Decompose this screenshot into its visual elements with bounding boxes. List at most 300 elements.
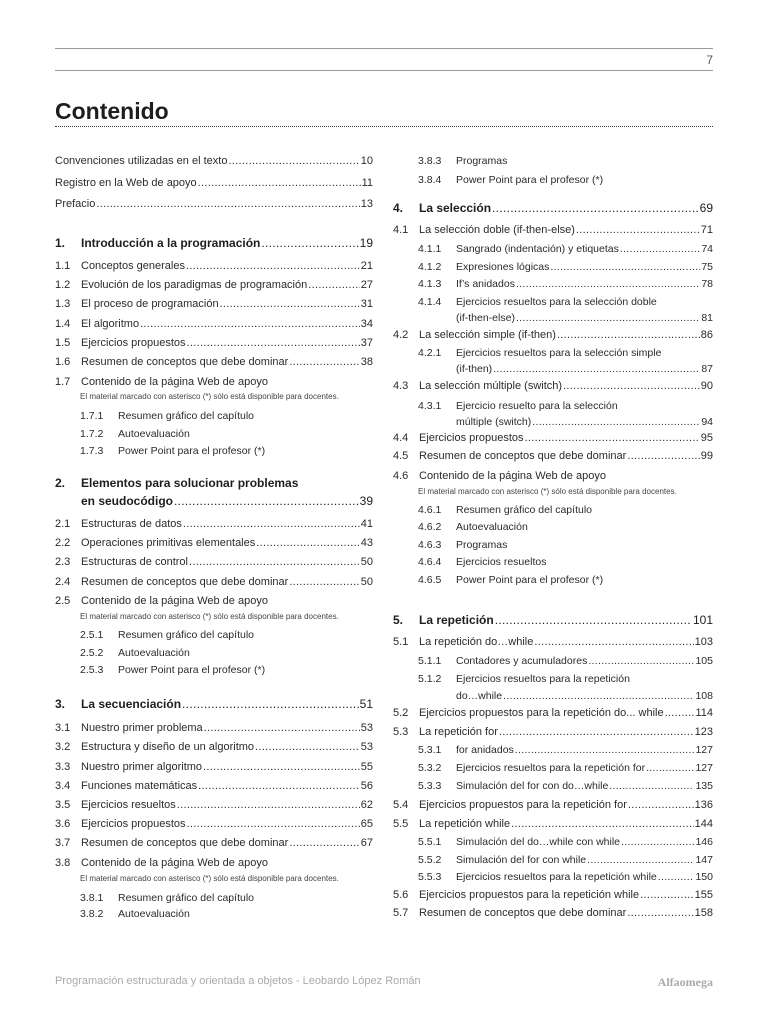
toc-entry-number: 4.6.5 — [418, 574, 442, 586]
toc-entry-right-26 — [418, 655, 713, 667]
toc-entry-right-23 — [418, 574, 713, 586]
toc-entry-page: 55 — [360, 761, 373, 773]
toc-entry-number: 2.5.1 — [80, 629, 104, 641]
toc-entry-title: Nuestro primer problema — [81, 722, 203, 734]
toc-entry-right-3 — [393, 224, 713, 237]
toc-entry-number: 4.3 — [393, 380, 409, 392]
toc-entry-page: 136 — [694, 799, 713, 811]
toc-entry-title: Ejercicios resueltos para la repetición for — [456, 762, 646, 774]
toc-entry-right-0 — [418, 155, 713, 167]
toc-entry-right-25 — [393, 636, 713, 649]
toc-entry-page: 38 — [360, 356, 373, 368]
toc-entry-page: 127 — [695, 762, 713, 774]
dot-leader — [609, 780, 694, 792]
toc-entry-left-2 — [55, 198, 373, 211]
dot-leader — [503, 690, 694, 702]
toc-entry-title: Programas — [456, 539, 508, 551]
toc-entry-title: Ejercicios resueltos — [81, 799, 176, 811]
toc-entry-right-18 — [418, 487, 713, 497]
toc-entry-title: Prefacio — [55, 198, 96, 210]
toc-entry-left-24 — [80, 647, 373, 659]
toc-entry-left-25 — [80, 664, 373, 676]
dot-leader — [183, 518, 360, 530]
toc-entry-number: 5.5.3 — [418, 871, 442, 883]
toc-entry-number: 5.6 — [393, 889, 409, 901]
dot-leader — [182, 697, 359, 711]
toc-entry-page: 150 — [695, 871, 713, 883]
toc-entry-right-35 — [393, 818, 713, 831]
toc-entry-title: Resumen gráfico del capítulo — [118, 892, 254, 904]
toc-entry-number: 2.3 — [55, 556, 71, 568]
toc-entry-left-30 — [55, 780, 373, 793]
toc-entry-title: Ejercicios propuestos para la repetición for — [419, 799, 627, 811]
toc-entry-number: 1.3 — [55, 298, 71, 310]
toc-entry-left-20 — [55, 576, 373, 589]
dot-leader — [550, 261, 700, 273]
dot-leader — [515, 744, 695, 756]
toc-entry-title: Ejercicios resueltos para la selección simple — [456, 347, 662, 359]
toc-entry-page: 81 — [701, 312, 713, 324]
toc-entry-left-18 — [55, 537, 373, 550]
toc-entry-right-31 — [418, 744, 713, 756]
toc-entry-page: 99 — [700, 450, 713, 462]
toc-entry-number: 1.6 — [55, 356, 71, 368]
header-rule-top — [55, 48, 713, 49]
toc-entry-number: 4. — [393, 201, 404, 215]
toc-entry-left-26 — [55, 697, 373, 711]
toc-entry-left-6 — [55, 298, 373, 311]
toc-entry-number: 3.4 — [55, 780, 71, 792]
toc-entry-right-17 — [393, 470, 713, 483]
dot-leader — [627, 907, 693, 919]
toc-entry-right-40 — [393, 907, 713, 920]
toc-entry-page: 95 — [700, 432, 713, 444]
toc-entry-page: 41 — [360, 518, 373, 530]
toc-entry-page: 43 — [360, 537, 373, 549]
toc-entry-number: 4.1.2 — [418, 261, 442, 273]
toc-entry-title: Resumen gráfico del capítulo — [118, 410, 254, 422]
toc-note: El material marcado con asterisco (*) sólo está disponible para docentes. — [80, 612, 339, 621]
dot-leader — [511, 818, 694, 830]
toc-entry-left-17 — [55, 518, 373, 531]
page-number: 7 — [706, 53, 713, 67]
toc-entry-number: 2.5.3 — [80, 664, 104, 676]
dot-leader — [587, 854, 694, 866]
toc-entry-page: 21 — [360, 260, 373, 272]
toc-entry-title: for anidados — [456, 744, 514, 756]
dot-leader — [499, 726, 694, 738]
toc-entry-right-6 — [418, 278, 713, 290]
toc-entry-title: Simulación del for con while — [456, 854, 587, 866]
toc-entry-right-28 — [456, 690, 713, 702]
toc-note: El material marcado con asterisco (*) sólo está disponible para docentes. — [418, 487, 677, 496]
toc-entry-number: 4.2 — [393, 329, 409, 341]
toc-entry-right-32 — [418, 762, 713, 774]
toc-entry-number: 1.1 — [55, 260, 71, 272]
toc-entry-title: Conceptos generales — [81, 260, 185, 272]
toc-entry-title: Programas — [456, 155, 508, 167]
toc-entry-title: Estructuras de datos — [81, 518, 182, 530]
toc-entry-page: 53 — [360, 722, 373, 734]
dot-leader — [627, 450, 699, 462]
dot-leader — [621, 836, 694, 848]
toc-entry-left-9 — [55, 356, 373, 369]
toc-entry-left-29 — [55, 761, 373, 774]
toc-entry-page: 11 — [361, 177, 373, 189]
toc-entry-number: 4.3.1 — [418, 400, 442, 412]
toc-entry-number: 2.4 — [55, 576, 71, 588]
toc-entry-page: 105 — [695, 655, 713, 667]
toc-entry-page: 10 — [360, 155, 373, 167]
toc-entry-title: Resumen de conceptos que debe dominar — [81, 576, 289, 588]
dot-leader — [198, 177, 361, 189]
toc-entry-right-21 — [418, 539, 713, 551]
toc-entry-title: do…while — [456, 690, 503, 702]
toc-entry-number: 5.5.2 — [418, 854, 442, 866]
toc-entry-page: 127 — [695, 744, 713, 756]
dot-leader — [256, 537, 360, 549]
toc-entry-title: Ejercicios propuestos para la repetición do... while — [419, 707, 664, 719]
toc-entry-right-39 — [393, 889, 713, 902]
toc-entry-title: Contenido de la página Web de apoyo — [81, 857, 268, 869]
dot-leader — [140, 318, 360, 330]
toc-entry-title: Contadores y acumuladores — [456, 655, 588, 667]
toc-entry-title: Ejercicio resuelto para la selección — [456, 400, 618, 412]
toc-entry-page: 114 — [695, 707, 713, 719]
toc-entry-page: 86 — [700, 329, 713, 341]
toc-entry-number: 4.6.4 — [418, 556, 442, 568]
dot-leader — [534, 636, 693, 648]
toc-entry-page: 158 — [694, 907, 713, 919]
dot-leader — [665, 707, 695, 719]
toc-entry-number: 5.3.3 — [418, 780, 442, 792]
toc-entry-left-36 — [80, 892, 373, 904]
toc-entry-title: Ejercicios resueltos para la repetición while — [456, 871, 657, 883]
dot-leader — [495, 613, 692, 627]
toc-entry-number: 5.5.1 — [418, 836, 442, 848]
toc-entry-left-35 — [80, 874, 373, 884]
toc-entry-page: 123 — [694, 726, 713, 738]
toc-entry-left-1 — [55, 177, 373, 190]
toc-entry-number: 4.2.1 — [418, 347, 442, 359]
toc-entry-title: Nuestro primer algoritmo — [81, 761, 203, 773]
toc-entry-number: 1.2 — [55, 279, 71, 291]
toc-entry-title: Simulación del do…while con while — [456, 836, 621, 848]
toc-entry-left-7 — [55, 318, 373, 331]
toc-entry-left-5 — [55, 279, 373, 292]
toc-entry-title: La repetición — [419, 613, 494, 627]
toc-entry-title: Resumen gráfico del capítulo — [118, 629, 254, 641]
toc-entry-title: Ejercicios resueltos para la repetición — [456, 673, 630, 685]
dot-leader — [198, 780, 360, 792]
toc-entry-page: 13 — [360, 198, 373, 210]
toc-entry-right-14 — [456, 416, 713, 428]
dot-leader — [620, 243, 700, 255]
toc-entry-left-37 — [80, 908, 373, 920]
toc-entry-title: La repetición do…while — [419, 636, 534, 648]
toc-entry-right-33 — [418, 780, 713, 792]
toc-entry-left-14 — [80, 445, 373, 457]
dot-leader — [588, 655, 694, 667]
toc-entry-number: 1.7.1 — [80, 410, 104, 422]
toc-entry-right-34 — [393, 799, 713, 812]
toc-entry-page: 144 — [694, 818, 713, 830]
toc-entry-page: 50 — [360, 556, 373, 568]
toc-entry-right-27 — [418, 673, 713, 685]
dot-leader — [187, 337, 360, 349]
toc-entry-right-22 — [418, 556, 713, 568]
toc-entry-left-21 — [55, 595, 373, 608]
toc-entry-right-4 — [418, 243, 713, 255]
dot-leader — [557, 329, 700, 341]
toc-entry-number: 3.8.1 — [80, 892, 104, 904]
toc-entry-title: Power Point para el profesor (*) — [118, 445, 266, 457]
toc-entry-left-10 — [55, 376, 373, 389]
toc-entry-title: Autoevaluación — [456, 521, 528, 533]
dot-leader — [261, 236, 358, 250]
toc-entry-title: (if-then) — [456, 363, 493, 375]
toc-entry-page: 27 — [360, 279, 373, 291]
dot-leader — [493, 363, 700, 375]
toc-entry-page: 146 — [695, 836, 713, 848]
toc-entry-number: 2.2 — [55, 537, 71, 549]
toc-entry-title: La selección simple (if-then) — [419, 329, 556, 341]
toc-entry-number: 5.4 — [393, 799, 409, 811]
toc-entry-number: 1.4 — [55, 318, 71, 330]
toc-entry-title: Elementos para solucionar problemas — [81, 476, 299, 490]
toc-entry-left-8 — [55, 337, 373, 350]
toc-entry-number: 5.5 — [393, 818, 409, 830]
dot-leader — [516, 278, 700, 290]
toc-entry-left-34 — [55, 857, 373, 870]
toc-entry-title: Convenciones utilizadas en el texto — [55, 155, 228, 167]
toc-entry-number: 4.5 — [393, 450, 409, 462]
toc-entry-page: 103 — [694, 636, 713, 648]
toc-entry-title: If’s anidados — [456, 278, 515, 290]
toc-entry-number: 3.3 — [55, 761, 71, 773]
toc-entry-title: Simulación del for con do…while — [456, 780, 609, 792]
dot-leader — [525, 432, 700, 444]
toc-entry-title: Autoevaluación — [118, 428, 190, 440]
toc-entry-title: Power Point para el profesor (*) — [118, 664, 266, 676]
toc-entry-left-32 — [55, 818, 373, 831]
toc-entry-left-4 — [55, 260, 373, 273]
toc-entry-number: 4.6.3 — [418, 539, 442, 551]
header-rule-bottom — [55, 70, 713, 71]
toc-entry-page: 50 — [360, 576, 373, 588]
toc-entry-left-11 — [80, 392, 373, 402]
toc-entry-title: Ejercicios resueltos para la selección doble — [456, 296, 657, 308]
toc-note: El material marcado con asterisco (*) sólo está disponible para docentes. — [80, 392, 339, 401]
toc-entry-number: 3.8.3 — [418, 155, 442, 167]
toc-entry-left-33 — [55, 837, 373, 850]
toc-entry-title: Ejercicios propuestos — [419, 432, 524, 444]
footer-publisher-logo: Alfaomega — [657, 975, 713, 989]
toc-entry-title: Ejercicios propuestos para la repetición while — [419, 889, 640, 901]
toc-entry-title: Estructura y diseño de un algoritmo — [81, 741, 255, 753]
toc-entry-title: Operaciones primitivas elementales — [81, 537, 256, 549]
dot-leader — [220, 298, 360, 310]
toc-entry-page: 87 — [701, 363, 713, 375]
toc-entry-number: 2.1 — [55, 518, 71, 530]
toc-entry-number: 2.5.2 — [80, 647, 104, 659]
toc-entry-title: Resumen de conceptos que debe dominar — [419, 450, 627, 462]
toc-entry-title: La secuenciación — [81, 697, 182, 711]
toc-entry-title: Contenido de la página Web de apoyo — [419, 470, 606, 482]
toc-entry-left-23 — [80, 629, 373, 641]
toc-entry-title: Ejercicios propuestos — [81, 818, 186, 830]
toc-entry-title: Evolución de los paradigmas de programación — [81, 279, 308, 291]
toc-entry-number: 2. — [55, 476, 66, 490]
footer-book-title: Programación estructurada y orientada a objetos - Leobardo López Román — [55, 975, 421, 987]
toc-entry-title: Resumen de conceptos que debe dominar — [419, 907, 627, 919]
toc-entry-title: Contenido de la página Web de apoyo — [81, 595, 268, 607]
toc-entry-left-15 — [55, 476, 373, 490]
toc-entry-title: La selección — [419, 201, 492, 215]
toc-entry-title: (if-then-else) — [456, 312, 515, 324]
toc-entry-title: Registro en la Web de apoyo — [55, 177, 197, 189]
toc-entry-left-22 — [80, 612, 373, 622]
dot-leader — [516, 312, 700, 324]
dot-leader — [174, 494, 359, 508]
toc-note: El material marcado con asterisco (*) sólo está disponible para docentes. — [80, 874, 339, 883]
toc-entry-number: 3.2 — [55, 741, 71, 753]
toc-entry-number: 4.6.1 — [418, 504, 442, 516]
toc-entry-page: 101 — [692, 613, 713, 627]
toc-entry-page: 135 — [695, 780, 713, 792]
toc-entry-right-15 — [393, 432, 713, 445]
dot-leader — [204, 722, 360, 734]
toc-entry-right-29 — [393, 707, 713, 720]
toc-entry-number: 3.5 — [55, 799, 71, 811]
dot-leader — [289, 356, 359, 368]
dot-leader — [628, 799, 694, 811]
toc-entry-right-12 — [393, 380, 713, 393]
toc-entry-number: 2.5 — [55, 595, 71, 607]
toc-entry-title: La repetición while — [419, 818, 511, 830]
dot-leader — [492, 201, 699, 215]
toc-entry-right-8 — [456, 312, 713, 324]
toc-entry-right-38 — [418, 871, 713, 883]
toc-entry-number: 4.1.4 — [418, 296, 442, 308]
toc-entry-page: 74 — [701, 243, 713, 255]
toc-entry-title: Autoevaluación — [118, 647, 190, 659]
dot-leader — [187, 818, 360, 830]
toc-entry-page: 51 — [359, 697, 373, 711]
toc-entry-number: 3.1 — [55, 722, 71, 734]
toc-entry-title: Resumen de conceptos que debe dominar — [81, 356, 289, 368]
toc-entry-left-0 — [55, 155, 373, 168]
toc-entry-number: 4.1 — [393, 224, 409, 236]
toc-entry-number: 3.8.4 — [418, 174, 442, 186]
toc-entry-page: 39 — [359, 494, 373, 508]
toc-entry-right-24 — [393, 613, 713, 627]
toc-entry-number: 1.7 — [55, 376, 71, 388]
toc-entry-right-20 — [418, 521, 713, 533]
toc-entry-number: 3. — [55, 697, 66, 711]
toc-entry-number: 5.1.2 — [418, 673, 442, 685]
toc-entry-number: 3.8 — [55, 857, 71, 869]
toc-entry-page: 62 — [360, 799, 373, 811]
toc-entry-page: 31 — [360, 298, 373, 310]
toc-entry-title: La repetición for — [419, 726, 498, 738]
dot-leader — [96, 198, 359, 210]
toc-entry-page: 147 — [695, 854, 713, 866]
toc-entry-number: 4.4 — [393, 432, 409, 444]
toc-entry-number: 5.1 — [393, 636, 409, 648]
toc-entry-number: 5.2 — [393, 707, 409, 719]
toc-entry-number: 4.1.3 — [418, 278, 442, 290]
dot-leader — [658, 871, 695, 883]
toc-entry-number: 4.6 — [393, 470, 409, 482]
toc-entry-number: 5.3.2 — [418, 762, 442, 774]
dot-leader — [289, 576, 359, 588]
toc-entry-page: 75 — [701, 261, 713, 273]
toc-entry-page: 53 — [360, 741, 373, 753]
toc-entry-title: Expresiones lógicas — [456, 261, 550, 273]
dot-leader — [646, 762, 694, 774]
toc-entry-page: 67 — [360, 837, 373, 849]
toc-entry-title: Sangrado (indentación) y etiquetas — [456, 243, 619, 255]
toc-entry-title: Power Point para el profesor (*) — [456, 174, 604, 186]
toc-entry-page: 65 — [360, 818, 373, 830]
dot-leader — [576, 224, 700, 236]
dot-leader — [308, 279, 360, 291]
toc-entry-number: 5.3.1 — [418, 744, 442, 756]
title-dotted-rule — [55, 126, 713, 127]
toc-entry-title: Resumen de conceptos que debe dominar — [81, 837, 289, 849]
dot-leader — [186, 260, 360, 272]
toc-entry-left-28 — [55, 741, 373, 754]
toc-entry-page: 94 — [701, 416, 713, 428]
dot-leader — [228, 155, 359, 167]
toc-entry-number: 1.7.3 — [80, 445, 104, 457]
toc-entry-right-11 — [456, 363, 713, 375]
toc-entry-right-10 — [418, 347, 713, 359]
toc-entry-number: 5. — [393, 613, 404, 627]
toc-entry-page: 34 — [360, 318, 373, 330]
toc-entry-number: 5.1.1 — [418, 655, 442, 667]
dot-leader — [177, 799, 360, 811]
toc-entry-page: 69 — [699, 201, 713, 215]
dot-leader — [563, 380, 700, 392]
toc-entry-right-7 — [418, 296, 713, 308]
toc-entry-title: Resumen gráfico del capítulo — [456, 504, 592, 516]
toc-entry-right-1 — [418, 174, 713, 186]
toc-entry-right-36 — [418, 836, 713, 848]
toc-entry-title: Introducción a la programación — [81, 236, 261, 250]
toc-entry-number: 1.7.2 — [80, 428, 104, 440]
toc-entry-page: 71 — [700, 224, 713, 236]
toc-entry-title: en seudocódigo — [81, 494, 174, 508]
toc-entry-right-5 — [418, 261, 713, 273]
dot-leader — [640, 889, 694, 901]
toc-entry-title: El proceso de programación — [81, 298, 219, 310]
toc-entry-left-3 — [55, 236, 373, 250]
toc-entry-left-12 — [80, 410, 373, 422]
toc-entry-page: 19 — [359, 236, 373, 250]
toc-entry-page: 90 — [700, 380, 713, 392]
toc-entry-title: múltiple (switch) — [456, 416, 532, 428]
toc-entry-number: 1. — [55, 236, 66, 250]
toc-entry-right-19 — [418, 504, 713, 516]
toc-entry-title: Estructuras de control — [81, 556, 188, 568]
toc-entry-left-31 — [55, 799, 373, 812]
page-title: Contenido — [55, 98, 169, 124]
toc-entry-right-13 — [418, 400, 713, 412]
toc-entry-right-9 — [393, 329, 713, 342]
toc-entry-left-19 — [55, 556, 373, 569]
